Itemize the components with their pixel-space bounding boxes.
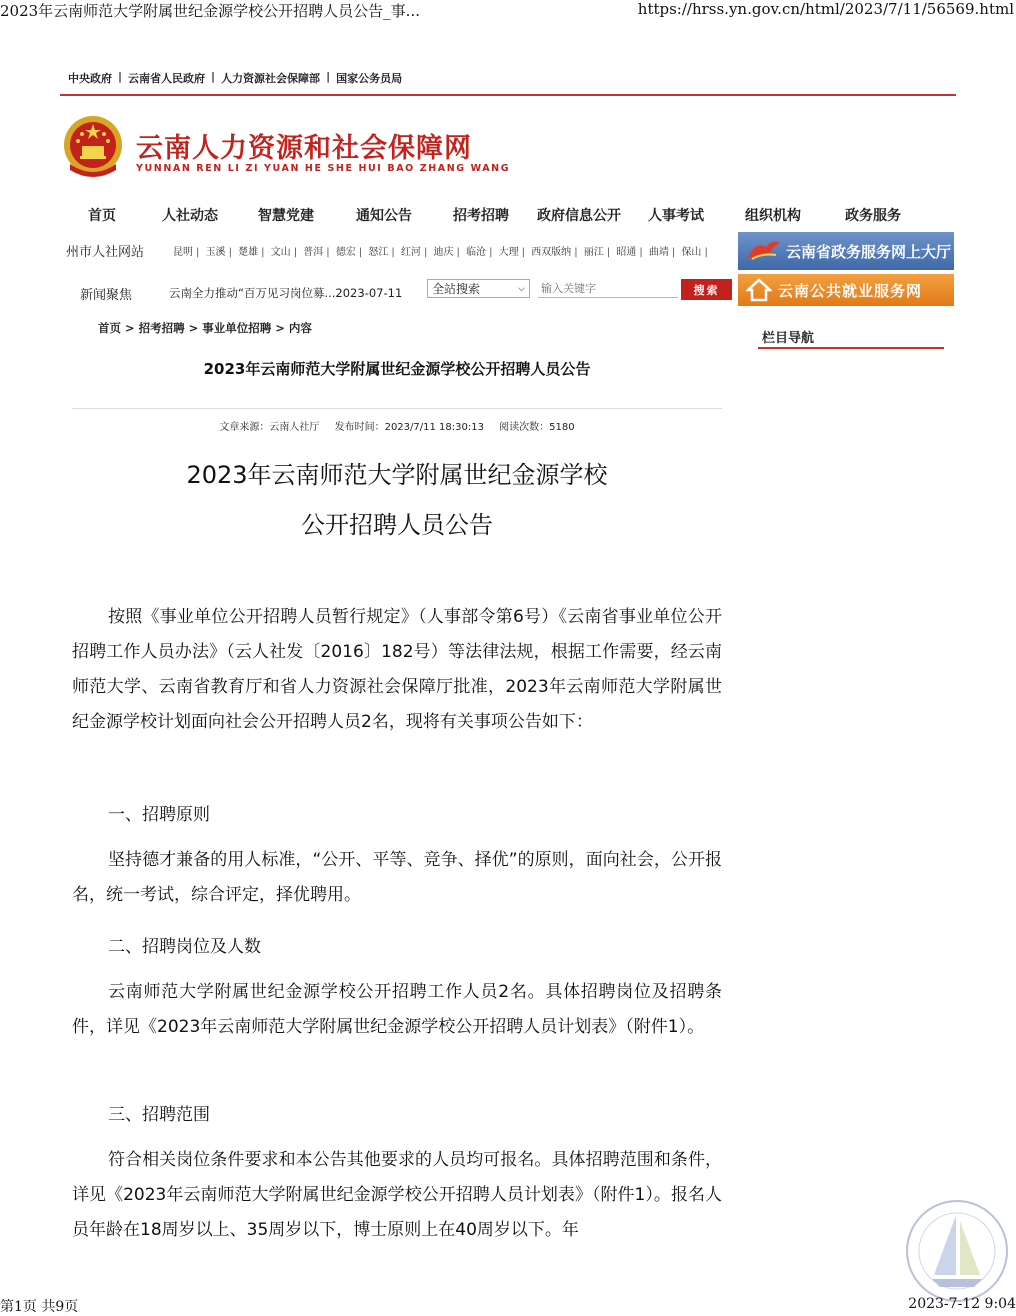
search-scope-value: 全站搜索 xyxy=(432,282,481,296)
sidebar-divider xyxy=(758,347,944,349)
bird-logo-icon xyxy=(746,237,782,265)
article-views: 阅读次数：5180 xyxy=(499,422,575,433)
print-footer-page: 第1页 共9页 xyxy=(0,1299,79,1315)
city-link[interactable]: 玉溪 xyxy=(205,247,226,258)
breadcrumb[interactable]: 首页 > 招考招聘 > 事业单位招聘 > 内容 xyxy=(98,321,312,335)
city-link[interactable]: 楚雄 xyxy=(238,247,259,258)
city-link[interactable]: 文山 xyxy=(270,247,291,258)
section1-paragraph: 坚持德才兼备的用人标准，“公开、平等、竞争、择优”的原则，面向社会，公开报名，统一考试，综合评定，择优聘用。 xyxy=(72,850,722,905)
city-link[interactable]: 怒江 xyxy=(368,247,389,258)
news-focus-label: 新闻聚焦 xyxy=(80,288,133,303)
city-link[interactable]: 临沧 xyxy=(466,247,487,258)
nav-recruitment[interactable]: 招考招聘 xyxy=(453,208,509,224)
top-links: 中央政府 | 云南省人民政府 | 人力资源社会保障部 | 国家公务员局 xyxy=(68,70,403,85)
chevron-down-icon: ⌵ xyxy=(518,283,525,294)
article-source: 文章来源：云南人社厅 xyxy=(219,422,320,433)
section2-title: 二、招聘岗位及人数 xyxy=(108,937,261,957)
top-link-civil-service[interactable]: 国家公务员局 xyxy=(336,72,403,85)
nav-gov-info[interactable]: 政府信息公开 xyxy=(537,208,621,224)
city-link[interactable]: 丽江 xyxy=(583,247,604,258)
news-ticker-link[interactable]: 云南全力推动“百万见习岗位募...2023-07-11 xyxy=(169,286,403,300)
house-icon xyxy=(746,278,772,302)
article-meta xyxy=(72,418,722,433)
site-pinyin: YUNNAN REN LI ZI YUAN HE SHE HUI BAO ZHANG WANG xyxy=(136,163,511,174)
print-header-title: 2023年云南师范大学附属世纪金源学校公开招聘人员公告_事... xyxy=(0,2,420,20)
sidebar-title: 栏目导航 xyxy=(762,331,815,346)
city-link[interactable]: 德宏 xyxy=(335,247,356,258)
article-divider xyxy=(72,408,722,409)
search-scope-select[interactable] xyxy=(427,279,530,298)
gov-service-hall-banner[interactable] xyxy=(738,232,954,270)
city-link[interactable]: 西双版纳 xyxy=(531,247,572,258)
section2-body xyxy=(72,975,722,1045)
city-link[interactable]: 保山 xyxy=(681,247,702,258)
nav-gov-services[interactable]: 政务服务 xyxy=(845,208,901,224)
gov-service-hall-label: 云南省政务服务网上大厅 xyxy=(786,242,952,261)
school-logo-watermark-icon xyxy=(898,1195,1016,1307)
print-footer-datetime: 2023-7-12 9:04 xyxy=(908,1296,1016,1312)
header-divider xyxy=(60,94,956,96)
search-input[interactable] xyxy=(538,280,678,298)
city-link[interactable]: 大理 xyxy=(498,247,519,258)
section2-paragraph: 云南师范大学附属世纪金源学校公开招聘工作人员2名。具体招聘岗位及招聘条件，详见《2023年云南师范大学附属世纪金源学校公开招聘人员计划表》（附件1）。 xyxy=(72,982,722,1037)
section3-body xyxy=(72,1143,722,1248)
article-heading-line1: 2023年云南师范大学附属世纪金源学校 xyxy=(186,461,608,489)
nav-home[interactable]: 首页 xyxy=(88,208,116,224)
city-link[interactable]: 迪庆 xyxy=(433,247,454,258)
city-link[interactable]: 昆明 xyxy=(173,247,193,258)
city-links: 昆明 | 玉溪 | 楚雄 | 文山 | 普洱 | 德宏 | 怒江 | 红河 | 迪庆 | 临沧 | 大理 | 西双版纳 | 丽江 | 昭通 | 曲靖 | 保山 | xyxy=(173,247,708,258)
print-header-url: https://hrss.yn.gov.cn/html/2023/7/11/56569.html xyxy=(637,0,1014,18)
nav-notices[interactable]: 通知公告 xyxy=(356,208,412,224)
section3-title: 三、招聘范围 xyxy=(108,1105,210,1125)
city-link[interactable]: 曲靖 xyxy=(648,247,669,258)
city-sites-label: 州市人社网站 xyxy=(66,245,145,260)
intro-paragraph: 按照《事业单位公开招聘人员暂行规定》（人事部令第6号）《云南省事业单位公开招聘工作人员办法》（云人社发〔2016〕182号）等法律法规，根据工作需要，经云南师范大学、云南省教育厅和省人力资源社会保障厅批准，2023年云南师范大学附属世纪金源学校计划面向社会公开招聘人员2名，现将有关事项公告如下： xyxy=(72,607,722,732)
section3-paragraph: 符合相关岗位条件要求和本公告其他要求的人员均可报名。具体招聘范围和条件，详见《2023年云南师范大学附属世纪金源学校公开招聘人员计划表》（附件1）。报名人员年龄在18周岁以上、35周岁以下，博士原则上在40周岁以下。年 xyxy=(72,1150,722,1240)
search-button[interactable]: 搜索 xyxy=(681,279,732,300)
top-link-yunnan-gov[interactable]: 云南省人民政府 xyxy=(128,72,206,85)
site-title[interactable]: 云南人力资源和社会保障网 xyxy=(136,133,472,164)
city-link[interactable]: 普洱 xyxy=(303,247,324,258)
city-link[interactable]: 昭通 xyxy=(616,247,637,258)
nav-organization[interactable]: 组织机构 xyxy=(745,208,801,224)
nav-personnel-exam[interactable]: 人事考试 xyxy=(648,208,704,224)
city-link[interactable]: 红河 xyxy=(400,247,421,258)
top-link-central-gov[interactable]: 中央政府 xyxy=(68,72,112,85)
article-heading-line2: 公开招聘人员公告 xyxy=(301,511,493,539)
employment-service-label: 云南公共就业服务网 xyxy=(778,281,923,300)
article-intro xyxy=(72,600,722,740)
section1-body xyxy=(72,843,722,913)
top-link-mohrss[interactable]: 人力资源社会保障部 xyxy=(221,72,321,85)
nav-party-building[interactable]: 智慧党建 xyxy=(258,208,314,224)
article-title: 2023年云南师范大学附属世纪金源学校公开招聘人员公告 xyxy=(203,360,591,378)
section1-title: 一、招聘原则 xyxy=(108,805,210,825)
nav-hr-news[interactable]: 人社动态 xyxy=(162,208,218,224)
article-published: 发布时间：2023/7/11 18:30:13 xyxy=(334,422,484,433)
employment-service-banner[interactable] xyxy=(738,274,954,306)
national-emblem-icon xyxy=(62,114,124,180)
